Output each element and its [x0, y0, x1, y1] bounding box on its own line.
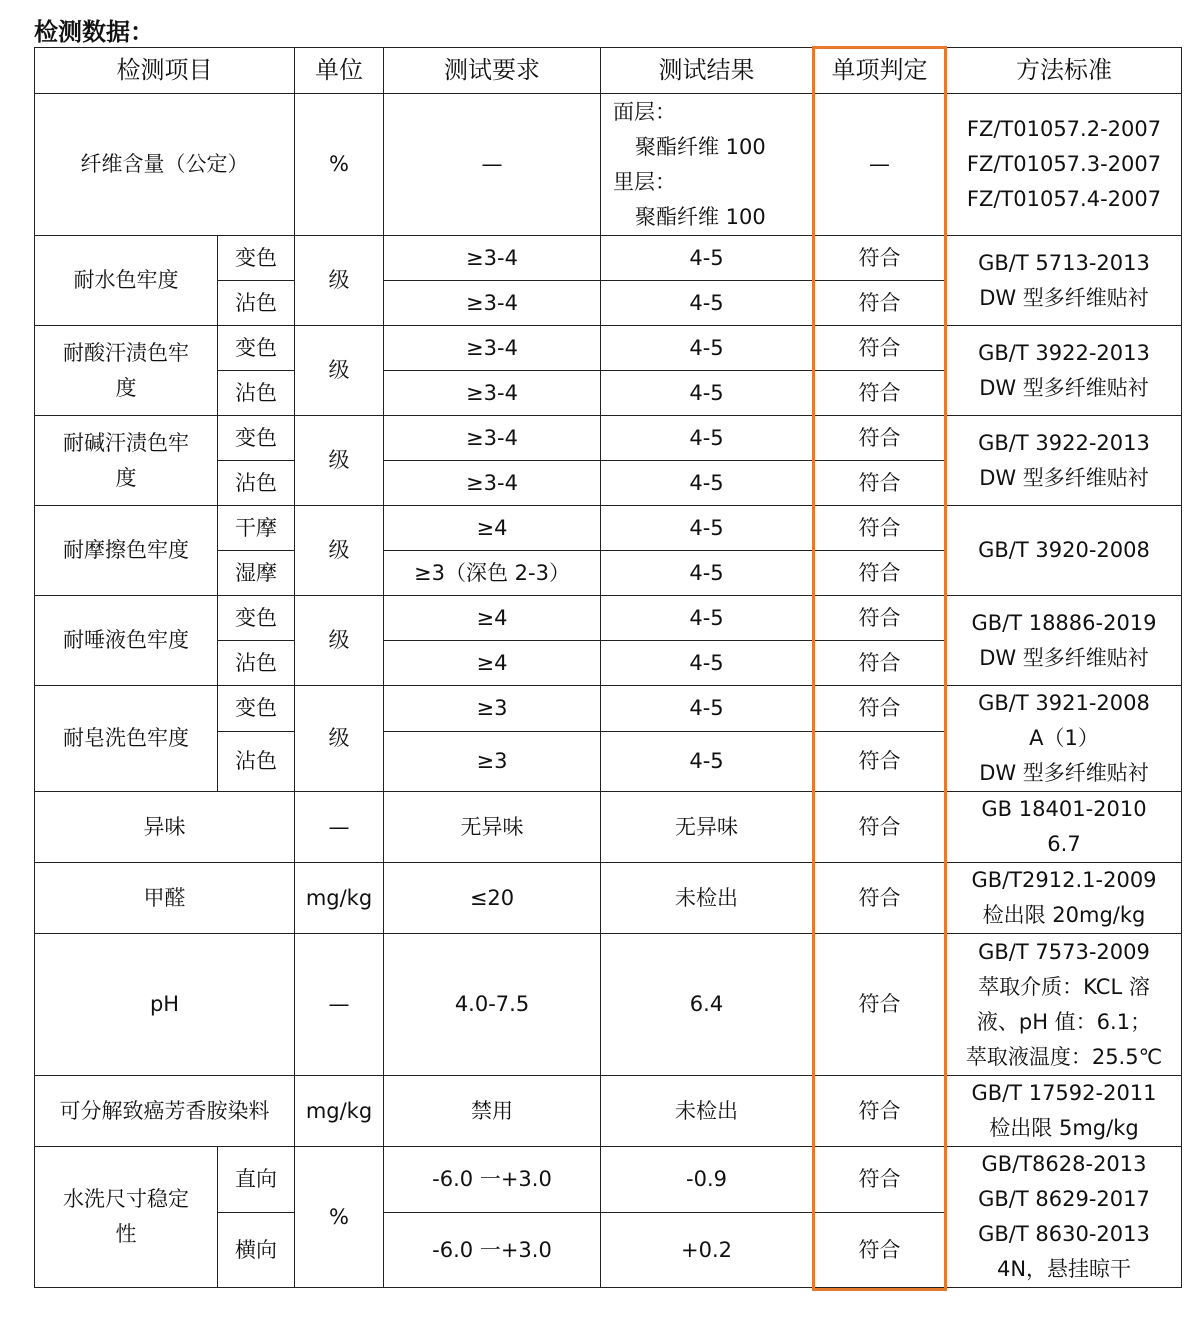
result-cell: 未检出: [601, 863, 813, 934]
requirement-cell: ≥3: [384, 732, 601, 792]
table-row: [35, 596, 1182, 641]
result-cell: 4-5: [601, 461, 813, 506]
item-cell: 耐唾液色牢度: [35, 596, 218, 686]
result-cell: 4-5: [601, 326, 813, 371]
standard-cell: [947, 326, 1182, 416]
result-cell: +0.2: [601, 1213, 813, 1288]
judgement-cell: 符合: [813, 1076, 947, 1147]
result-line: 里层：: [613, 169, 676, 194]
requirement-cell: ≥3-4: [384, 236, 601, 281]
table-row: [35, 1076, 1182, 1147]
standard-line: 检出限 5mg/kg: [989, 1116, 1139, 1140]
header-row: [35, 48, 1182, 94]
table-row: [35, 326, 1182, 371]
header-requirement: 测试要求: [384, 48, 601, 94]
item-line: 水洗尺寸稳定: [63, 1187, 189, 1211]
result-line: 面层：: [613, 99, 676, 124]
test-data-table: [34, 47, 1182, 1288]
judgement-cell: 符合: [813, 863, 947, 934]
requirement-cell: ≥4: [384, 596, 601, 641]
standard-line: 6.7: [1047, 832, 1081, 856]
standard-line: DW 型多纤维贴衬: [979, 375, 1149, 400]
subitem-cell: 直向: [218, 1147, 295, 1213]
judgement-cell: 符合: [813, 236, 947, 281]
requirement-cell: -6.0 一+3.0: [384, 1147, 601, 1213]
judgement-cell: 符合: [813, 326, 947, 371]
item-cell: [35, 416, 218, 506]
header-result: 测试结果: [601, 48, 813, 94]
table-row: [35, 94, 1182, 236]
result-cell: 4-5: [601, 551, 813, 596]
unit-cell: 级: [295, 326, 384, 416]
subitem-cell: 横向: [218, 1213, 295, 1288]
table-row: [35, 792, 1182, 863]
result-line: 聚酯纤维 100: [635, 204, 766, 229]
result-cell: -0.9: [601, 1147, 813, 1213]
subitem-cell: 变色: [218, 416, 295, 461]
result-cell: 4-5: [601, 416, 813, 461]
standard-line: GB/T 3922-2013: [978, 340, 1150, 365]
judgement-cell: 符合: [813, 461, 947, 506]
subitem-cell: 沾色: [218, 281, 295, 326]
standard-cell: [947, 792, 1182, 863]
item-line: 性: [115, 1222, 137, 1246]
unit-cell: %: [295, 94, 384, 236]
standard-line: GB/T8628-2013: [981, 1152, 1147, 1176]
requirement-cell: ≥3-4: [384, 371, 601, 416]
item-cell: 纤维含量（公定）: [35, 94, 295, 236]
standard-line: 萃取液温度：25.5℃: [965, 1044, 1163, 1069]
result-cell: 4-5: [601, 641, 813, 686]
standard-cell: [947, 94, 1182, 236]
item-cell: [35, 326, 218, 416]
judgement-cell: 符合: [813, 506, 947, 551]
result-cell: 4-5: [601, 281, 813, 326]
standard-line: FZ/T01057.2-2007: [966, 117, 1162, 141]
unit-cell: 级: [295, 596, 384, 686]
item-cell: 耐皂洗色牢度: [35, 686, 218, 792]
judgement-cell: 符合: [813, 641, 947, 686]
standard-cell: [947, 686, 1182, 792]
judgement-cell: 符合: [813, 551, 947, 596]
item-cell: 异味: [35, 792, 295, 863]
standard-cell: [947, 596, 1182, 686]
section-title: 检测数据：: [34, 18, 154, 46]
standard-line: GB/T2912.1-2009: [971, 868, 1157, 892]
header-judgement: 单项判定: [813, 48, 947, 94]
unit-cell: 级: [295, 416, 384, 506]
judgement-cell: —: [813, 94, 947, 236]
standard-line: DW 型多纤维贴衬: [979, 465, 1149, 490]
standard-line: FZ/T01057.4-2007: [966, 187, 1162, 211]
standard-line: DW 型多纤维贴衬: [979, 761, 1149, 785]
unit-cell: 级: [295, 686, 384, 792]
subitem-cell: 沾色: [218, 641, 295, 686]
standard-line: GB/T 3920-2008: [978, 538, 1150, 562]
subitem-cell: 沾色: [218, 371, 295, 416]
result-cell: 无异味: [601, 792, 813, 863]
result-cell: 4-5: [601, 506, 813, 551]
result-cell: 4-5: [601, 686, 813, 732]
standard-line: GB/T 8630-2013: [978, 1222, 1150, 1246]
unit-cell: —: [295, 792, 384, 863]
requirement-cell: ≥3-4: [384, 416, 601, 461]
standard-line: GB/T 5713-2013: [978, 250, 1150, 275]
standard-line: GB/T 17592-2011: [971, 1081, 1157, 1105]
item-cell: 耐摩擦色牢度: [35, 506, 218, 596]
result-cell: 6.4: [601, 934, 813, 1076]
header-standard: 方法标准: [947, 48, 1182, 94]
item-cell: [35, 1147, 218, 1288]
standard-line: GB/T 7573-2009: [978, 939, 1150, 964]
standard-cell: [947, 934, 1182, 1076]
item-line: 度: [115, 375, 137, 400]
table-row: [35, 686, 1182, 732]
unit-cell: mg/kg: [295, 1076, 384, 1147]
unit-cell: mg/kg: [295, 863, 384, 934]
item-cell: 甲醛: [35, 863, 295, 934]
requirement-cell: ≥3-4: [384, 461, 601, 506]
standard-line: DW 型多纤维贴衬: [979, 285, 1149, 310]
requirement-cell: ≤20: [384, 863, 601, 934]
requirement-cell: ≥3-4: [384, 326, 601, 371]
table-row: [35, 1147, 1182, 1213]
result-cell: 4-5: [601, 596, 813, 641]
item-cell: pH: [35, 934, 295, 1076]
result-cell: 4-5: [601, 371, 813, 416]
item-line: 度: [115, 465, 137, 490]
standard-cell: [947, 236, 1182, 326]
subitem-cell: 变色: [218, 326, 295, 371]
item-cell: 可分解致癌芳香胺染料: [35, 1076, 295, 1147]
standard-cell: [947, 1147, 1182, 1288]
standard-line: 4N，悬挂晾干: [996, 1257, 1132, 1281]
standard-line: GB/T 8629-2017: [978, 1187, 1150, 1211]
subitem-cell: 干摩: [218, 506, 295, 551]
unit-cell: —: [295, 934, 384, 1076]
standard-line: GB 18401-2010: [981, 797, 1147, 821]
item-line: 耐碱汗渍色牢: [63, 430, 189, 455]
result-cell: 未检出: [601, 1076, 813, 1147]
standard-line: GB/T 3922-2013: [978, 430, 1150, 455]
judgement-cell: 符合: [813, 1147, 947, 1213]
item-line: 耐酸汗渍色牢: [63, 340, 189, 365]
requirement-cell: —: [384, 94, 601, 236]
subitem-cell: 变色: [218, 236, 295, 281]
requirement-cell: ≥4: [384, 641, 601, 686]
subitem-cell: 变色: [218, 686, 295, 732]
judgement-cell: 符合: [813, 1213, 947, 1288]
unit-cell: 级: [295, 506, 384, 596]
subitem-cell: 沾色: [218, 461, 295, 506]
requirement-cell: ≥3（深色 2-3）: [384, 551, 601, 596]
judgement-cell: 符合: [813, 934, 947, 1076]
standard-line: GB/T 18886-2019: [971, 610, 1157, 635]
subitem-cell: 沾色: [218, 732, 295, 792]
standard-cell: [947, 1076, 1182, 1147]
judgement-cell: 符合: [813, 596, 947, 641]
requirement-cell: 4.0-7.5: [384, 934, 601, 1076]
table-row: [35, 506, 1182, 551]
standard-line: GB/T 3921-2008: [978, 691, 1150, 715]
result-cell: [601, 94, 813, 236]
standard-line: A（1）: [1029, 726, 1099, 750]
item-cell: 耐水色牢度: [35, 236, 218, 326]
table-row: [35, 934, 1182, 1076]
subitem-cell: 变色: [218, 596, 295, 641]
standard-line: FZ/T01057.3-2007: [966, 152, 1162, 176]
unit-cell: 级: [295, 236, 384, 326]
subitem-cell: 湿摩: [218, 551, 295, 596]
requirement-cell: ≥4: [384, 506, 601, 551]
header-item: 检测项目: [35, 48, 295, 94]
judgement-cell: 符合: [813, 371, 947, 416]
unit-cell: %: [295, 1147, 384, 1288]
table-row: [35, 863, 1182, 934]
requirement-cell: -6.0 一+3.0: [384, 1213, 601, 1288]
requirement-cell: ≥3: [384, 686, 601, 732]
requirement-cell: 无异味: [384, 792, 601, 863]
requirement-cell: ≥3-4: [384, 281, 601, 326]
result-line: 聚酯纤维 100: [635, 134, 766, 159]
judgement-cell: 符合: [813, 686, 947, 732]
requirement-cell: 禁用: [384, 1076, 601, 1147]
table-row: [35, 416, 1182, 461]
standard-cell: [947, 863, 1182, 934]
standard-line: 萃取介质：KCL 溶: [978, 974, 1150, 999]
header-unit: 单位: [295, 48, 384, 94]
result-cell: 4-5: [601, 236, 813, 281]
judgement-cell: 符合: [813, 281, 947, 326]
judgement-cell: 符合: [813, 416, 947, 461]
result-cell: 4-5: [601, 732, 813, 792]
standard-cell: [947, 506, 1182, 596]
standard-line: 检出限 20mg/kg: [982, 903, 1146, 927]
table-row: [35, 236, 1182, 281]
judgement-cell: 符合: [813, 792, 947, 863]
standard-cell: [947, 416, 1182, 506]
standard-line: 液、pH 值：6.1；: [976, 1009, 1152, 1034]
judgement-cell: 符合: [813, 732, 947, 792]
standard-line: DW 型多纤维贴衬: [979, 645, 1149, 670]
